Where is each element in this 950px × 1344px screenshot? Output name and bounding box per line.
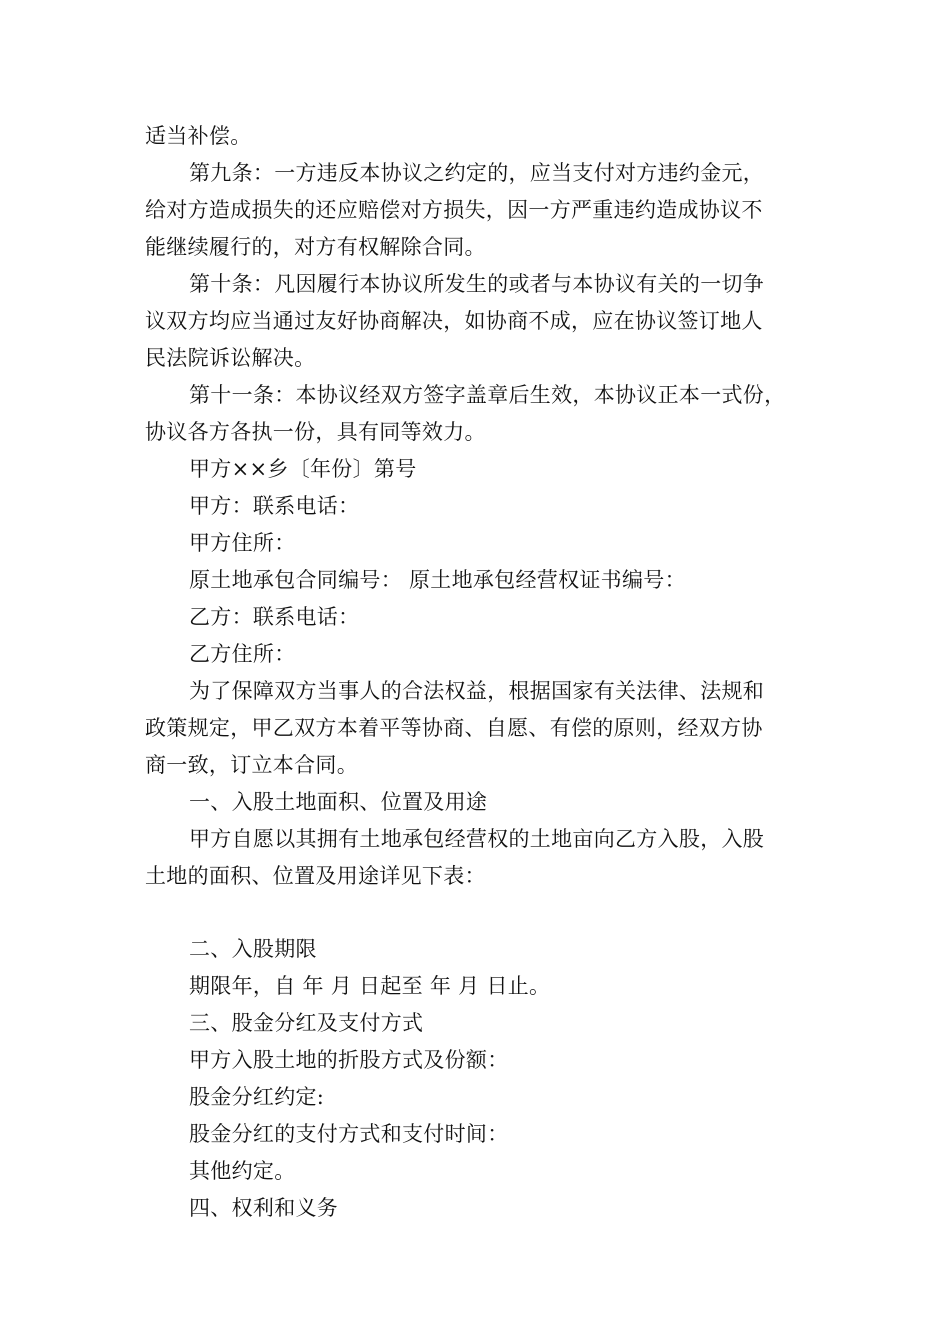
section-heading: 二、入股期限 xyxy=(189,937,317,961)
section-heading: 一、入股土地面积、位置及用途 xyxy=(189,790,488,814)
blank-space xyxy=(145,895,817,931)
article-nine: 第九条：一方违反本协议之约定的，应当支付对方违约金元， xyxy=(189,161,765,185)
section-heading: 三、股金分红及支付方式 xyxy=(189,1011,424,1035)
text-line: 股金分红的支付方式和支付时间： xyxy=(189,1122,509,1146)
text-line: 土地的面积、位置及用途详见下表： xyxy=(145,864,486,888)
text-line: 政策规定，甲乙双方本着平等协商、自愿、有偿的原则，经双方协 xyxy=(145,716,763,740)
text-line: 商一致，订立本合同。 xyxy=(145,753,358,777)
text-line: 适当补偿。 xyxy=(145,124,252,148)
text-line: 其他约定。 xyxy=(189,1159,296,1183)
party-a-reference: 甲方××乡〔年份〕第号 xyxy=(189,457,417,481)
text-line: 给对方造成损失的还应赔偿对方损失，因一方严重违约造成协议不 xyxy=(145,198,763,222)
text-line: 协议各方各执一份，具有同等效力。 xyxy=(145,420,486,444)
party-a-contact: 甲方：联系电话： xyxy=(189,494,360,518)
party-a-address: 甲方住所： xyxy=(189,531,296,555)
article-eleven: 第十一条：本协议经双方签字盖章后生效，本协议正本一式份， xyxy=(189,383,786,407)
party-b-address: 乙方住所： xyxy=(189,642,296,666)
text-line: 甲方入股土地的折股方式及份额： xyxy=(189,1048,509,1072)
document-body xyxy=(145,118,817,1227)
preamble: 为了保障双方当事人的合法权益，根据国家有关法律、法规和 xyxy=(189,679,765,703)
text-line: 甲方自愿以其拥有土地承包经营权的土地亩向乙方入股，入股 xyxy=(189,827,765,851)
section-heading: 四、权利和义务 xyxy=(189,1196,339,1220)
text-line: 股金分红约定: xyxy=(189,1085,325,1109)
text-line: 能继续履行的，对方有权解除合同。 xyxy=(145,235,486,259)
party-b-contact: 乙方：联系电话： xyxy=(189,605,360,629)
text-line: 议双方均应当通过友好协商解决，如协商不成，应在协议签订地人 xyxy=(145,309,763,333)
text-line: 期限年，自 年 月 日起至 年 月 日止。 xyxy=(189,974,551,998)
contract-numbers: 原土地承包合同编号： 原土地承包经营权证书编号： xyxy=(189,568,686,592)
article-ten: 第十条：凡因履行本协议所发生的或者与本协议有关的一切争 xyxy=(189,272,765,296)
text-line: 民法院诉讼解决。 xyxy=(145,346,316,370)
